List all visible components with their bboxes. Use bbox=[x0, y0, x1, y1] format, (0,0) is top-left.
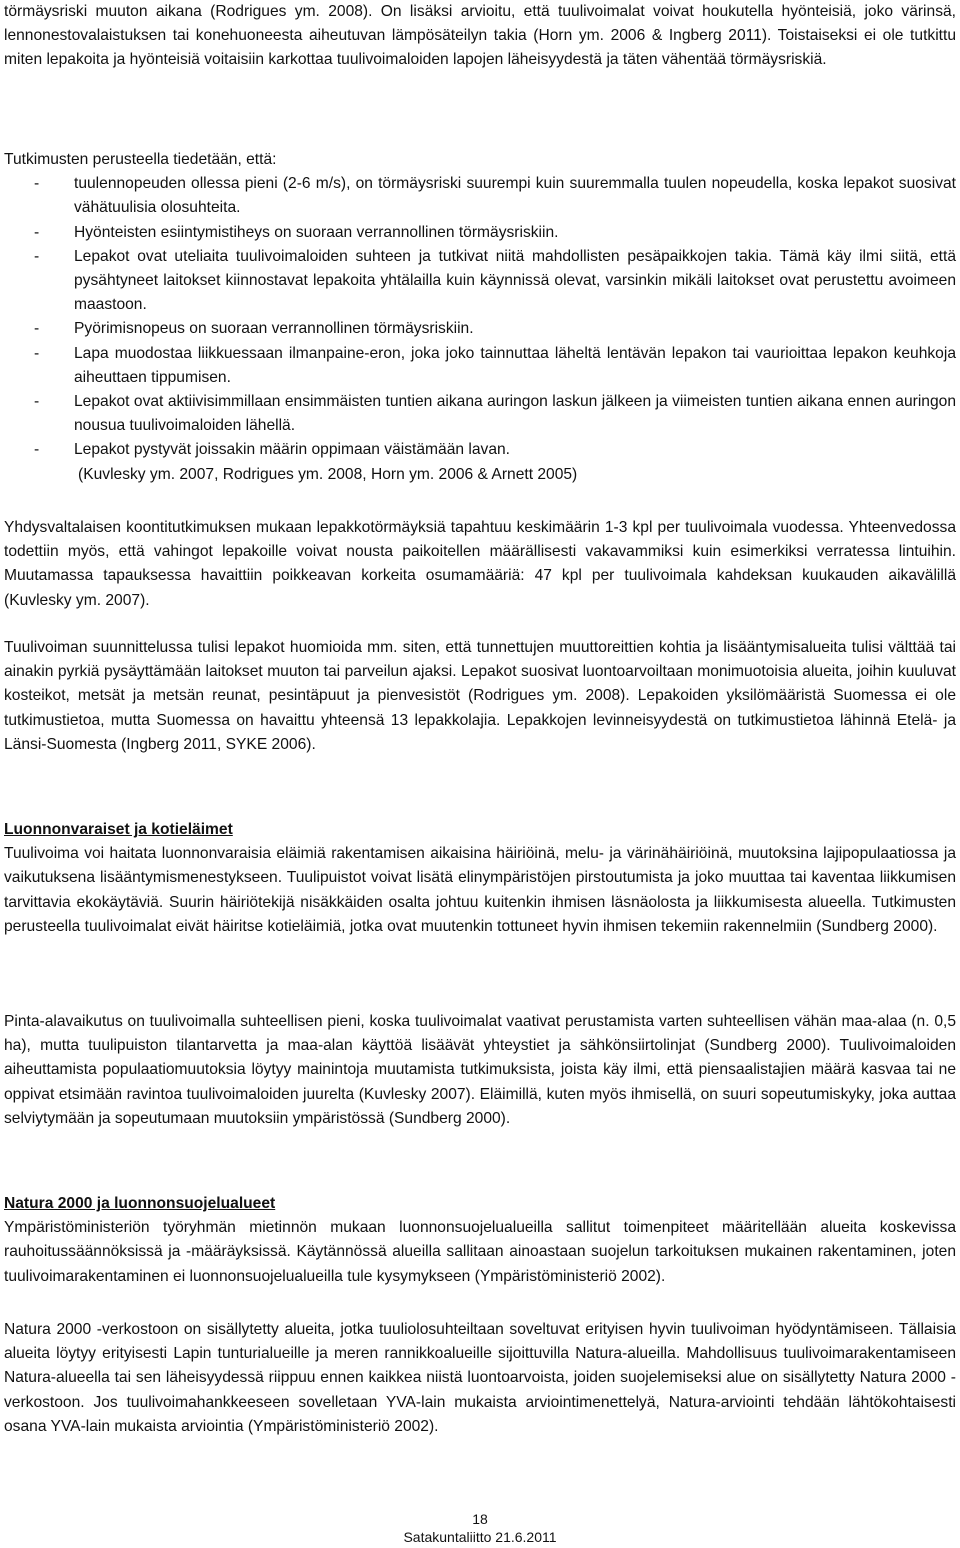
intro-paragraph-block bbox=[4, 0, 956, 73]
page-number: 18 bbox=[472, 1511, 488, 1527]
list-item: - Lepakot ovat uteliaita tuulivoimaloiden suhteen ja tutkivat niitä mahdollisten pesäpaikkojen takia. Tämä käy ilmi siitä, että pysähtyneet laitokset kiinnostavat lepakoita yhtälailla kuin käynnissä olevat, varsinkin mikäli laitokset ovat perustettu avoimeen maastoon. bbox=[4, 245, 956, 318]
wildlife-paragraph-2: Pinta-alavaikutus on tuulivoimalla suhteellisen pieni, koska tuulivoimalat vaativat perustamista varten suhteellisen vähän maa-alaa (n. 0,5 ha), mutta tuulipuiston tilantarvetta ja maa-alan käyttöä lisäävät yhteystiet ja sähkönsiirtolinjat (Sundberg 2000). Tuulivoimaloiden aiheuttamista populaatiomuutoksia löytyy mainintoja muutamista tutkimuksista, joista käy ilmi, että piensaalistajien määrä kasvaa tai ne oppivat etsimään ravintoa tuulivoimaloiden juurelta (Kuvlesky 2007). Eläimillä, kuten myös ihmisellä, on suuri sopeutumiskyky, joka auttaa selviytymään ja sopeutumaan muutoksiin ympäristössä (Sundberg 2000). bbox=[4, 1013, 956, 1127]
footer-org-date: Satakuntaliitto 21.6.2011 bbox=[403, 1529, 557, 1545]
findings-list bbox=[4, 172, 956, 462]
wildlife-section bbox=[4, 818, 956, 939]
us-study-paragraph-block bbox=[4, 516, 956, 613]
natura-heading: Natura 2000 ja luonnonsuojelualueet bbox=[4, 1195, 276, 1212]
list-item: - Lepakot ovat aktiivisimmillaan ensimmäisten tuntien aikana auringon laskun jälkeen ja viimeisten tuntien aikana ennen auringon nousua tuulivoimaloiden lähellä. bbox=[4, 390, 956, 438]
page-footer bbox=[0, 1510, 960, 1546]
natura-section bbox=[4, 1192, 956, 1289]
wildlife-paragraph-1: Tuulivoima voi haitata luonnonvaraisia eläimiä rakentamisen aikaisina häiriöinä, melu- ja värinähäiriöinä, muutoksina lajipopulaatiossa ja vaikutuksena lisääntymismenestykseen. Tuulipuistot voivat lisätä elinympäristöjen pirstoutumista ja joko muuttaa tai kaventaa liikkumisen tarvittavia ekokäytäviä. Suurin häiriötekijä nisäkkäiden osalta johtuu kuitenkin ihmisen läsnäolosta ja liikkumisesta alueella. Tutkimusten perusteella tuulivoimalat eivät häiritse kotieläimiä, jotka ovat muutenkin tottuneet hyvin ihmisen tekemiin rakennelmiin (Sundberg 2000). bbox=[4, 845, 956, 935]
findings-sources: (Kuvlesky ym. 2007, Rodrigues ym. 2008, Horn ym. 2006 & Arnett 2005) bbox=[78, 465, 578, 483]
land-use-paragraph-block bbox=[4, 1010, 956, 1131]
list-item: - Hyönteisten esiintymistiheys on suoraan verrannollinen törmäysriskiin. bbox=[4, 221, 956, 245]
planning-paragraph: Tuulivoiman suunnittelussa tulisi lepakot huomioida mm. siten, että tunnettujen muuttoreittien kohtia ja lisääntymisalueita tulisi välttää tai ainakin pyrkiä pysäyttämään laitokset muuton tai parveilun ajaksi. Lepakot suosivat luontoarvoiltaan monimuotoisia alueita, joihin kuuluvat kosteikot, metsät ja metsän reunat, pesintäpuut ja pienvesistöt (Rodrigues ym. 2008). Lepakoiden yksilömääristä Suomessa ei ole tutkimustietoa, mutta Suomessa on havaittu yhteensä 13 lepakkolajia. Lepakkojen levinneisyydestä on tutkimustietoa lähinnä Etelä- ja Länsi-Suomesta (Ingberg 2011, SYKE 2006). bbox=[4, 639, 956, 753]
natura-paragraph-2: Natura 2000 -verkostoon on sisällytetty alueita, jotka tuuliolosuhteiltaan soveltuvat erityisen hyvin tuulivoiman hyödyntämiseen. Tällaisia alueita löytyy erityisesti Lapin tunturialueille ja meren rannikkoalueille sijoittuvilla Natura-alueilla. Mahdollisuus tuulivoimarakentamiseen Natura-alueella tai sen läheisyydessä riippuu ennen kaikkea niistä luontoarvoista, joiden suojelemiseksi alue on sisällytetty Natura 2000 -verkostoon. Jos tuulivoimahankkeeseen sovelletaan YVA-lain mukaista arviointimenettelyä, Natura-arviointi tehdään lähtökohtaisesti osana YVA-lain mukaista arviointia (Ympäristöministeriö 2002). bbox=[4, 1321, 956, 1435]
natura-paragraph-2-block bbox=[4, 1318, 956, 1439]
list-item: - Lepakot pystyvät joissakin määrin oppimaan väistämään lavan. bbox=[4, 438, 956, 462]
list-item: - Pyörimisnopeus on suoraan verrannollinen törmäysriskiin. bbox=[4, 317, 956, 341]
planning-paragraph-block bbox=[4, 636, 956, 757]
findings-lead: Tutkimusten perusteella tiedetään, että: bbox=[4, 151, 277, 168]
list-item: - tuulennopeuden ollessa pieni (2-6 m/s), on törmäysriski suurempi kuin suuremmalla tuulen nopeudella, koska lepakot suosivat vähätuulisia olosuhteita. bbox=[4, 172, 956, 220]
findings-section bbox=[4, 148, 956, 487]
list-item: - Lapa muodostaa liikkuessaan ilmanpaine-eron, joka joko tainnuttaa läheltä lentävän lepakon tai vaurioittaa lepakon keuhkoja aiheuttaen tippumisen. bbox=[4, 342, 956, 390]
intro-paragraph: törmäysriski muuton aikana (Rodrigues ym. 2008). On lisäksi arvioitu, että tuulivoimalat voivat houkutella hyönteisiä, joko värinsä, lennonestovalaistuksen tai konehuoneesta aiheutuvan lämpösäteilyn takia (Horn ym. 2006 & Ingberg 2011). Toistaiseksi ei ole tutkittu miten lepakoita ja hyönteisiä voitaisiin karkottaa tuulivoimaloiden lapojen läheisyydestä ja täten vähentää törmäysriskiä. bbox=[4, 3, 956, 69]
natura-paragraph-1: Ympäristöministeriön työryhmän mietinnön mukaan luonnonsuojelualueilla sallitut toimenpiteet määritellään alueita koskevissa rauhoitussäännöksissä ja -määräyksissä. Käytännössä alueilla sallitaan ainoastaan suojelun tarkoituksen mukainen rakentaminen, joten tuulivoimarakentaminen ei luonnonsuojelualueilla tule kysymykseen (Ympäristöministeriö 2002). bbox=[4, 1219, 956, 1285]
wildlife-heading: Luonnonvaraiset ja kotieläimet bbox=[4, 821, 233, 838]
us-study-paragraph: Yhdysvaltalaisen koontitutkimuksen mukaan lepakkotörmäyksiä tapahtuu keskimäärin 1-3 kpl per tuulivoimala vuodessa. Yhteenvedossa todettiin myös, että vahingot lepakoille voivat nousta paikoitellen määrällisesti vakavammiksi kuin esimerkiksi verratessa lintuihin. Muutamassa tapauksessa havaittiin poikkeavan korkeita osumamääriä: 47 kpl per tuulivoimala kahdeksan kuukauden aikavälillä (Kuvlesky ym. 2007). bbox=[4, 519, 956, 609]
